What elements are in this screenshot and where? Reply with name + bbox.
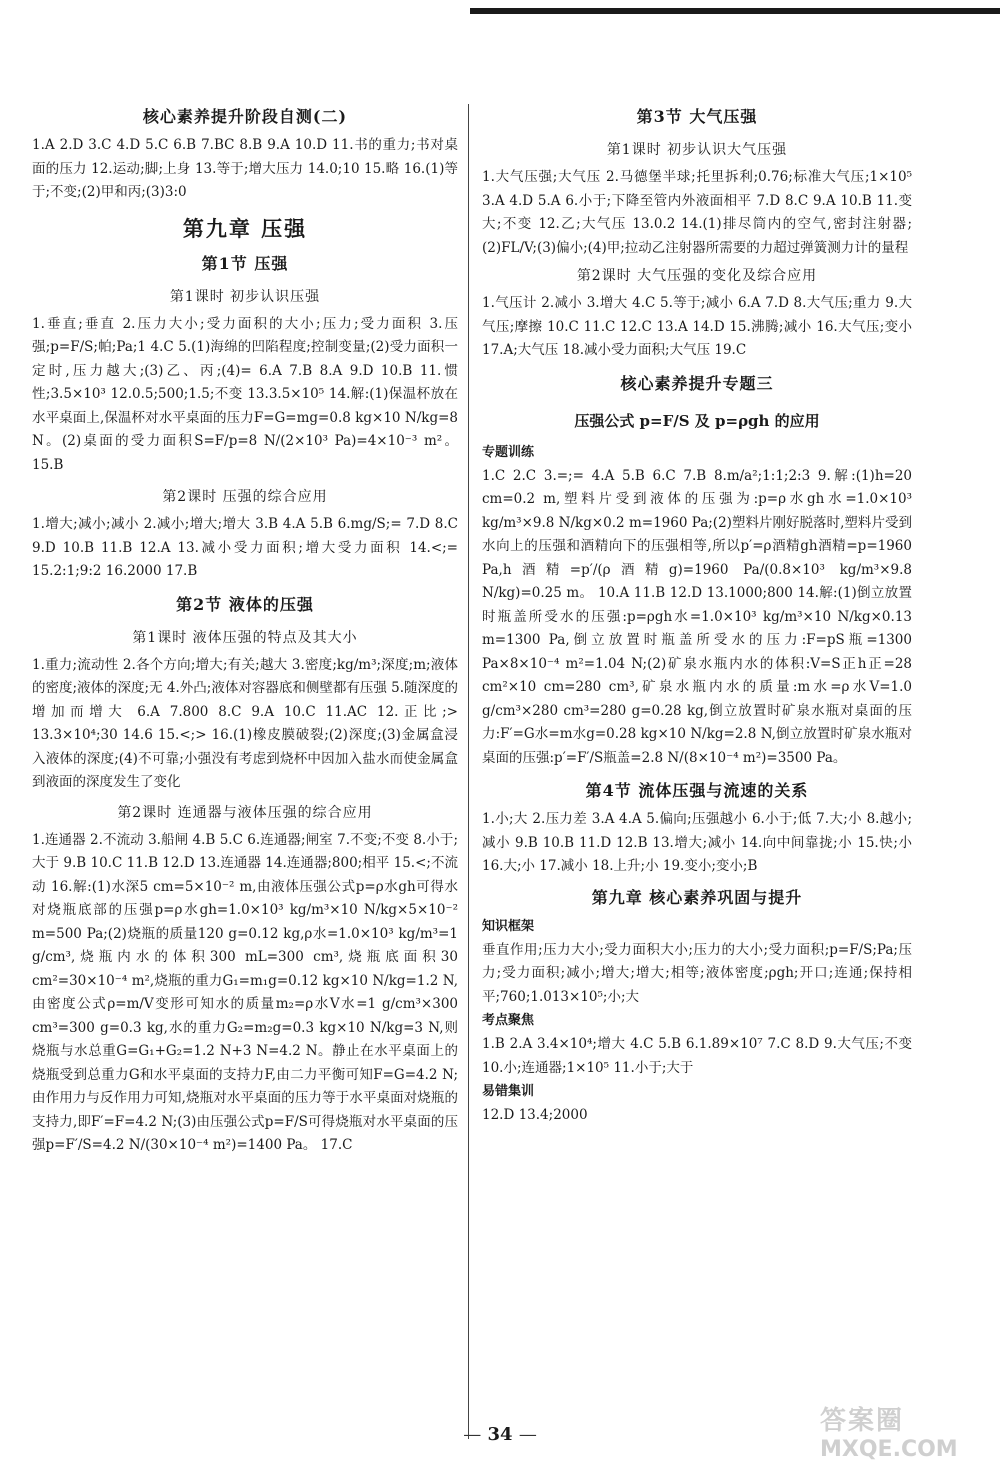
section1-lesson1-answers: 1.垂直;垂直 2.压力大小;受力面积的大小;压力;受力面积 3.压强;p=F/S;帕;Pa;1 4.C 5.(1)海绵的凹陷程度;控制变量;(2)受力面积一定时,压力越大;(3)乙、丙;(4)= 6.A 7.B 8.A 9.D 10.B 11.惯性;3.5×10³ 12.0.5;500;1.5;不变 13.3.5×10⁵ 14.解:(1)保温杯放在水平桌面上,保温杯对水平桌面的压力F=G=mg=0.8 kg×10 N/kg=8 N。(2)桌面的受力面积S=F/p=8 N/(2×10³ Pa)=4×10⁻³ m²。 15.B bbox=[32, 315, 458, 473]
topic3-title: 核心素养提升专题三 bbox=[620, 373, 774, 393]
section1-lesson2-answers: 1.增大;减小;减小 2.减小;增大;增大 3.B 4.A 5.B 6.mg/S;= 7.D 8.C 9.D 10.B 11.B 12.A 13.减小受力面积;增大受力面积 14.<;= 15.2:1;9:2 16.2000 17.B bbox=[32, 516, 458, 579]
section3-lesson2-answers: 1.气压计 2.减小 3.增大 4.C 5.等于;减小 6.A 7.D 8.大气压;重力 9.大气压;摩擦 10.C 11.C 12.C 13.A 14.D 15.沸腾;减小 16.大气压;变小 17.A;大气压 18.减小受力面积;大气压 19.C bbox=[482, 295, 912, 358]
section2-lesson2-title: 第2课时 连通器与液体压强的综合应用 bbox=[117, 804, 373, 821]
section2-title: 第2节 液体的压强 bbox=[176, 594, 314, 614]
section2-lesson1-answers: 1.重力;流动性 2.各个方向;增大;有关;越大 3.密度;kg/m³;深度;m;液体的密度;液体的深度;无 4.外凸;液体对容器底和侧壁都有压强 5.随深度的增加而增大 6.A 7.800 8.C 9.A 10.C 11.AC 12.正比;> 13.3×10⁴;30 14.6 15.<;> 16.(1)橡皮膜破裂;(2)深度;(3)金属盒浸入液体的深度;(4)不可靠;小强没有考虑到烧杯中因加入盐水而使金属盒到液面的深度发生了变化 bbox=[32, 656, 458, 790]
right-column bbox=[482, 100, 912, 1128]
page-number-dash-right: — bbox=[518, 1424, 537, 1445]
page-number-value: 34 bbox=[487, 1424, 513, 1445]
section3-lesson2-title: 第2课时 大气压强的变化及综合应用 bbox=[576, 268, 818, 284]
section3-title: 第3节 大气压强 bbox=[636, 107, 758, 126]
left-column bbox=[32, 100, 458, 1158]
section3-lesson1-answers: 1.大气压强;大气压 2.马德堡半球;托里拆利;0.76;标准大气压;1×10⁵ 3.A 4.D 5.A 6.小于;下降至管内外液面相平 7.D 8.C 9.A 10.B 11.变大;不变 12.乙;大气压 13.0.2 14.(1)排尽筒内的空气,密封注射器;(2)FL/V;(3)偏小;(4)甲;拉动乙注射器所需要的力超过弹簧测力计的量程 bbox=[482, 169, 912, 256]
watermark-logo: 答案圈 bbox=[820, 1406, 905, 1436]
watermark bbox=[820, 1400, 990, 1466]
chapter-title: 第九章 压强 bbox=[182, 215, 308, 241]
section1-title: 第1节 压强 bbox=[201, 253, 289, 273]
page-number-dash-left: — bbox=[463, 1424, 482, 1445]
review2-title: 核心素养提升阶段自测(二) bbox=[142, 107, 348, 126]
framework-answers: 垂直作用;压力大小;受力面积大小;压力的大小;受力面积;p=F/S;Pa;压力;受力面积;减小;增大;增大;相等;液体密度;ρgh;开口;连通;保持相平;760;1.013×10⁵;小;大 bbox=[482, 941, 912, 1005]
errors-label: 易错集训 bbox=[482, 1084, 535, 1099]
section3-lesson1-title: 第1课时 初步认识大气压强 bbox=[606, 142, 788, 158]
chapter-review-title: 第九章 核心素养巩固与提升 bbox=[591, 887, 803, 907]
topic3-answers: 1.C 2.C 3.=;= 4.A 5.B 6.C 7.B 8.m/a²;1:1;2:3 9.解:(1)h=20 cm=0.2 m,塑料片受到液体的压强为:p=ρ水gh水=1.0×10³ kg/m³×9.8 N/kg×0.2 m=1960 Pa;(2)塑料片刚好脱落时,塑料片受到水向上的压强和酒精向下的压强相等,所以p′=ρ酒精gh酒精=p=1960 Pa,h酒精=p′/(ρ酒精g)=1960 Pa/(0.8×10³ kg/m³×9.8 N/kg)=0.25 m。 10.A 11.B 12.D 13.1000;800 14.解:(1)倒立放置时瓶盖所受水的压强:p=ρgh水=1.0×10³ kg/m³×10 N/kg×0.13 m=1300 Pa,倒立放置时瓶盖所受水的压力:F=pS瓶=1300 Pa×8×10⁻⁴ m²=1.04 N;(2)矿泉水瓶内水的体积:V=S正h正=28 cm²×10 cm=280 cm³,矿泉水瓶内水的质量:m水=ρ水V=1.0 g/cm³×280 cm³=280 g=0.28 kg,倒立放置时矿泉水瓶对桌面的压力:F′=G水=m水g=0.28 kg×10 N/kg=2.8 N,倒立放置时矿泉水瓶对桌面的压强:p′=F′/S瓶盖=2.8 N/(8×10⁻⁴ m²)=3500 Pa。 bbox=[482, 467, 912, 766]
section1-lesson1-title: 第1课时 初步认识压强 bbox=[169, 288, 321, 305]
focus-answers: 1.B 2.A 3.4×10⁴;增大 4.C 5.B 6.1.89×10⁷ 7.C 8.D 9.大气压;不变 10.小;连通器;1×10⁵ 11.小于;大于 bbox=[482, 1036, 912, 1076]
section2-lesson1-title: 第1课时 液体压强的特点及其大小 bbox=[132, 629, 358, 646]
page-number bbox=[420, 1424, 580, 1445]
section4-answers: 1.小;大 2.压力差 3.A 4.A 5.偏向;压强越小 6.小于;低 7.大;小 8.越小;减小 9.B 10.B 11.D 12.B 13.增大;减小 14.向中间靠拢;小 15.快;小 16.大;小 17.减小 18.上升;小 19.变小;变小;B bbox=[482, 811, 912, 874]
top-border bbox=[0, 0, 1000, 20]
focus-label: 考点聚焦 bbox=[482, 1013, 535, 1028]
errors-answers: 12.D 13.4;2000 bbox=[482, 1107, 588, 1123]
framework-label: 知识框架 bbox=[482, 918, 535, 934]
column-divider bbox=[468, 104, 469, 1439]
topic3-training-label: 专题训练 bbox=[482, 444, 535, 460]
section2-lesson2-answers: 1.连通器 2.不流动 3.船闸 4.B 5.C 6.连通器;闸室 7.不变;不变 8.小于;大于 9.B 10.C 11.B 12.D 13.连通器 14.连通器;800;相平 15.<;不流动 16.解:(1)水深5 cm=5×10⁻² m,由液体压强公式p=ρ水gh可得水对烧瓶底部的压强p=ρ水gh=1.0×10³ kg/m³×10 N/kg×5×10⁻² m=500 Pa;(2)烧瓶的质量120 g=0.12 kg,ρ水=1.0×10³ kg/m³=1 g/cm³,烧瓶内水的体积300 mL=300 cm³,烧瓶底面积30 cm²=30×10⁻⁴ m²,烧瓶的重力G₁=m₁g=0.12 kg×10 N/kg=1.2 N,由密度公式ρ=m/V变形可知水的质量m₂=ρ水V水=1 g/cm³×300 cm³=300 g=0.3 kg,水的重力G₂=m₂g=0.3 kg×10 N/kg=3 N,则烧瓶与水总重G=G₁+G₂=1.2 N+3 N=4.2 N。静止在水平桌面上的烧瓶受到总重力G和水平桌面的支持力F,由二力平衡可知F=G=4.2 N;由作用力与反作用力可知,烧瓶对水平桌面的压力等于水平桌面对烧瓶的支持力,即F′=F=4.2 N;(3)由压强公式p=F/S可得烧瓶对水平桌面的压强p=F′/S=4.2 N/(30×10⁻⁴ m²)=1400 Pa。 17.C bbox=[32, 831, 458, 1153]
topic3-subtitle: 压强公式 p=F/S 及 p=ρgh 的应用 bbox=[574, 411, 820, 430]
section1-lesson2-title: 第2课时 压强的综合应用 bbox=[162, 489, 328, 505]
section4-title: 第4节 流体压强与流速的关系 bbox=[585, 781, 809, 800]
watermark-url: MXQE.COM bbox=[820, 1437, 958, 1462]
review2-answers: 1.A 2.D 3.C 4.D 5.C 6.B 7.BC 8.B 9.A 10.D 11.书的重力;书对桌面的压力 12.运动;脚;上身 13.等于;增大压力 14.0;10 15.略 16.(1)等于;不变;(2)甲和丙;(3)3:0 bbox=[32, 137, 458, 200]
